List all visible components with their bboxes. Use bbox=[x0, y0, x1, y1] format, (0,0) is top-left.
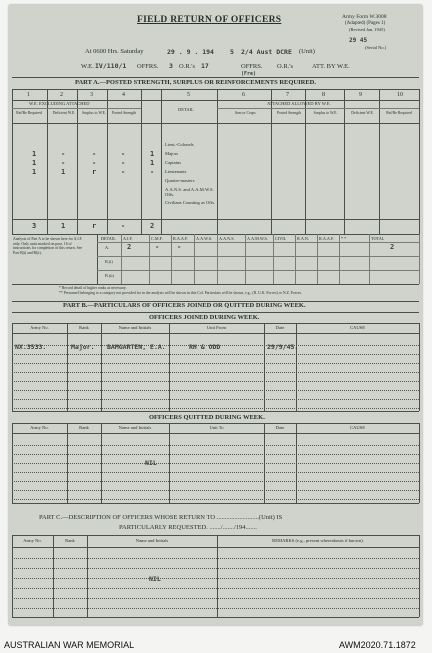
part-a-col-divider bbox=[379, 89, 380, 234]
table-column-heading: Rank bbox=[79, 325, 89, 330]
joined-title: OFFICERS JOINED DURING WEEK. bbox=[149, 314, 260, 321]
analysis-row-label: A. bbox=[105, 245, 110, 250]
analysis-column-heading: C.M.F. bbox=[151, 236, 163, 241]
return-year: 5 bbox=[230, 48, 234, 56]
offrs-label: OFFRS. bbox=[137, 63, 159, 70]
table-column-heading: Rank bbox=[79, 425, 89, 430]
table-rule bbox=[12, 445, 419, 446]
ors-value: 17 bbox=[201, 62, 209, 70]
part-a-col-divider bbox=[161, 89, 162, 234]
table-col-divider bbox=[419, 423, 420, 503]
column-number: 9 bbox=[359, 92, 362, 98]
total-count: 2 bbox=[150, 222, 155, 230]
we-label: W.E. bbox=[81, 63, 94, 70]
rank-count: 1 bbox=[32, 159, 37, 167]
table-column-heading: Name and Initials bbox=[135, 538, 169, 543]
att-ors-label: O.R.'s bbox=[277, 63, 293, 70]
group-heading-line bbox=[12, 108, 141, 109]
rank-label: Lieutenants bbox=[165, 169, 187, 174]
analysis-row-line bbox=[97, 256, 419, 257]
analysis-row-label: B.(ii) bbox=[105, 273, 114, 278]
total-count: 1 bbox=[61, 222, 66, 230]
divider bbox=[12, 423, 419, 424]
rank-count: - bbox=[61, 150, 66, 158]
divider bbox=[12, 234, 419, 235]
table-rule bbox=[12, 408, 419, 409]
analysis-row-label: B.(i) bbox=[105, 259, 113, 264]
table-column-heading: Army No. bbox=[30, 425, 49, 430]
table-column-heading: CAUSE bbox=[349, 325, 366, 330]
analysis-col-divider bbox=[419, 234, 420, 284]
table-column-heading: Unit To bbox=[209, 425, 224, 430]
we-value: IV/110/1 bbox=[95, 62, 127, 70]
rank-count: 1 bbox=[32, 168, 37, 176]
rank-label: Captains bbox=[165, 160, 182, 165]
table-col-divider bbox=[169, 323, 170, 411]
rank-label: Quarter-masters bbox=[165, 178, 195, 183]
note-personnel-category: ** Personnel belonging to a category not provided for in the analysis will be shown in this Col. Particulars will be shown, e.g., (R. U.K. Forces) or N.Z. Forces. bbox=[59, 291, 302, 295]
quitted-title: OFFICERS QUITTED DURING WEEK. bbox=[149, 414, 265, 421]
table-column-heading: Unit From bbox=[206, 325, 227, 330]
rank-count: - bbox=[121, 168, 126, 176]
revised-note: (Revised Jan. 1945) bbox=[349, 27, 385, 32]
analysis-value: - bbox=[177, 243, 182, 251]
analysis-instructions: Analysis of Part A to be shown here for A.I.F. only. Only units marked on para. 16 of instructions for completion of this return. See Part B(i) and B(ii). bbox=[13, 237, 83, 255]
totals-line bbox=[12, 219, 419, 220]
adapted-note: (Adapted) (Pages 1) bbox=[345, 21, 386, 26]
table-column-heading: Name and Initials bbox=[118, 325, 152, 330]
quitted-nil: NIL bbox=[145, 459, 157, 467]
divider bbox=[12, 284, 419, 285]
column-number: 5 bbox=[187, 92, 190, 98]
analysis-row-line bbox=[97, 242, 419, 243]
unit-name: 2/4 Aust DCRE bbox=[241, 48, 292, 56]
rank-label: Majors bbox=[165, 151, 179, 156]
rank-count: 1 bbox=[32, 150, 37, 158]
joined-unit-from: RH & ODD bbox=[189, 343, 221, 351]
analysis-column-heading: R.A.N. bbox=[297, 236, 309, 241]
analysis-column-heading: A.A.M.W.S. bbox=[247, 236, 268, 241]
column-number: 1 bbox=[27, 92, 30, 98]
analysis-column-heading: A.A.W.S. bbox=[196, 236, 213, 241]
detail-heading: DETAIL bbox=[178, 107, 194, 112]
joined-rank: Major. bbox=[71, 343, 95, 351]
part-c-title: PART C.—DESCRIPTION OF OFFICERS WHOSE RETURN TO ..........................(Unit) IS bbox=[39, 514, 283, 521]
table-rule bbox=[12, 381, 419, 382]
column-number: 2 bbox=[60, 92, 63, 98]
column-heading: Ref/Re Required bbox=[386, 111, 412, 115]
joined-name: BAMGARTEN, E.A. bbox=[107, 343, 166, 351]
att-offrs-label: OFFRS. bbox=[241, 63, 263, 70]
part-a-col-divider bbox=[271, 89, 272, 234]
table-rule bbox=[12, 472, 419, 473]
analysis-column-heading: TOTAL bbox=[371, 236, 385, 241]
column-heading: Posted Strength bbox=[112, 111, 136, 115]
part-a-col-divider bbox=[141, 89, 142, 234]
divider bbox=[12, 411, 419, 412]
return-date: 29 . 9 . 194 bbox=[167, 48, 214, 56]
table-rule bbox=[12, 372, 419, 373]
table-rule bbox=[12, 499, 419, 500]
rank-count: - bbox=[121, 150, 126, 158]
table-rule bbox=[12, 463, 419, 464]
table-column-heading: Rank bbox=[65, 538, 75, 543]
table-rule bbox=[12, 490, 419, 491]
joined-army-no: NX.3533. bbox=[15, 343, 47, 351]
analysis-column-heading: R.A.A.F. bbox=[319, 236, 335, 241]
analysis-detail-label: DETAIL bbox=[101, 236, 116, 241]
table-rule bbox=[12, 588, 419, 589]
rank-count: - bbox=[150, 168, 155, 176]
table-col-divider bbox=[419, 535, 420, 617]
table-col-divider bbox=[419, 323, 420, 411]
unit-label: (Unit) bbox=[299, 48, 315, 55]
column-heading: Surplus to W.E. bbox=[82, 111, 106, 115]
group-heading-attached: ATTACHED ALLOWED BY W.E. bbox=[267, 101, 331, 106]
note-higher-ranks: * Record detail of higher ranks as necessary. bbox=[59, 286, 127, 290]
part-a-col-divider bbox=[12, 89, 13, 234]
column-heading: Deficient W.E. bbox=[52, 111, 76, 115]
divider bbox=[12, 535, 419, 536]
rank-label: Lieut.-Colonels bbox=[165, 142, 194, 147]
table-rule bbox=[12, 608, 419, 609]
table-rule bbox=[12, 454, 419, 455]
group-heading-line bbox=[217, 108, 419, 109]
table-rule bbox=[12, 390, 419, 391]
table-column-heading: Name and Initials bbox=[118, 425, 152, 430]
table-column-heading: Army No. bbox=[23, 538, 42, 543]
divider bbox=[12, 77, 419, 78]
column-heading: Posted Strength bbox=[277, 111, 301, 115]
serial-no-label: (Serial No.) bbox=[365, 45, 387, 50]
table-rule bbox=[12, 481, 419, 482]
table-column-heading: Date bbox=[275, 425, 285, 430]
total-count: 3 bbox=[32, 222, 37, 230]
column-heading: Surplus to W.E. bbox=[313, 111, 338, 115]
column-heading: Ref/Re Required bbox=[16, 111, 42, 115]
rank-count: 1 bbox=[150, 159, 155, 167]
column-heading: Arm or Corps bbox=[234, 111, 256, 115]
column-number: 4 bbox=[122, 92, 125, 98]
column-number: 6 bbox=[242, 92, 245, 98]
analysis-value: 2 bbox=[127, 243, 132, 251]
analysis-value: 2 bbox=[390, 243, 395, 251]
footer-right: AWM2020.71.1872 bbox=[339, 640, 416, 650]
column-number: 10 bbox=[397, 92, 403, 98]
part-a-col-divider bbox=[344, 89, 345, 234]
table-rule bbox=[12, 558, 419, 559]
analysis-column-heading: CIVIL bbox=[275, 236, 287, 241]
army-form-number: Army Form W.3008 bbox=[342, 14, 387, 20]
footer-left: AUSTRALIAN WAR MEMORIAL bbox=[4, 640, 135, 650]
joined-date: 29/9/45. bbox=[267, 343, 299, 351]
column-number: 7 bbox=[286, 92, 289, 98]
table-header-line bbox=[12, 333, 419, 334]
att-by-we-label: ATT. BY W.E. bbox=[312, 63, 350, 70]
analysis-row-line bbox=[97, 270, 419, 271]
rank-label: Civilians Counting as Offs. bbox=[165, 200, 216, 205]
offrs-value: 3 bbox=[169, 62, 173, 70]
divider bbox=[12, 617, 419, 618]
table-col-divider bbox=[101, 323, 102, 411]
table-rule bbox=[12, 598, 419, 599]
rank-count: 1 bbox=[61, 168, 66, 176]
divider bbox=[12, 89, 419, 90]
serial-no-value: 29 45 bbox=[349, 37, 368, 44]
rank-label: A.A.N.S. and A.A.M.W.S. Offs. bbox=[165, 187, 214, 197]
column-number: 3 bbox=[90, 92, 93, 98]
table-rule bbox=[12, 354, 419, 355]
table-col-divider bbox=[12, 323, 13, 411]
table-col-divider bbox=[67, 323, 68, 411]
table-column-heading: REMARKS (e.g., present whereabouts if known). bbox=[272, 538, 364, 543]
part-a-col-divider bbox=[217, 89, 218, 234]
analysis-value: - bbox=[155, 243, 160, 251]
table-rule bbox=[12, 399, 419, 400]
table-column-heading: Army No. bbox=[30, 325, 49, 330]
part-a-col-divider bbox=[47, 89, 48, 234]
analysis-column-heading: * * bbox=[341, 236, 347, 241]
table-header-line bbox=[12, 433, 419, 434]
column-heading: Deficient W.E. bbox=[351, 111, 374, 115]
field-return-form bbox=[9, 5, 422, 625]
group-heading-we: W.E. EXCLUDING ATTACHED bbox=[29, 101, 90, 106]
fre-note: (Fre) bbox=[241, 71, 257, 77]
table-col-divider bbox=[264, 323, 265, 411]
total-count: - bbox=[121, 222, 126, 230]
total-count: r bbox=[92, 222, 97, 230]
table-rule bbox=[12, 363, 419, 364]
table-column-heading: Date bbox=[275, 325, 285, 330]
divider bbox=[12, 312, 419, 313]
table-header-line bbox=[12, 547, 419, 548]
rank-count: - bbox=[92, 150, 97, 158]
table-rule bbox=[12, 578, 419, 579]
analysis-column-heading: R.A.A.F. bbox=[173, 236, 189, 241]
part-a-col-divider bbox=[419, 89, 420, 234]
table-rule bbox=[12, 568, 419, 569]
rank-count: r bbox=[92, 168, 97, 176]
part-c-requested: PARTICULARLY REQUESTED. ......./......./194....... bbox=[119, 524, 257, 531]
part-b-title: PART B.—PARTICULARS OF OFFICERS JOINED OR QUITTED DURING WEEK. bbox=[63, 302, 306, 309]
part-c-nil: NIL bbox=[149, 575, 161, 583]
part-a-title: PART A.—POSTED STRENGTH, SURPLUS OR REINFORCEMENTS REQUIRED. bbox=[75, 79, 316, 86]
return-time-line: At 0600 Hrs. Saturday bbox=[85, 48, 144, 55]
column-number: 8 bbox=[322, 92, 325, 98]
rank-count: - bbox=[121, 159, 126, 167]
divider bbox=[12, 323, 419, 324]
rank-count: - bbox=[92, 159, 97, 167]
divider bbox=[12, 503, 419, 504]
ors-label: O.R.'s bbox=[179, 63, 195, 70]
table-col-divider bbox=[296, 323, 297, 411]
rank-count: 1 bbox=[150, 150, 155, 158]
divider bbox=[12, 123, 419, 124]
analysis-column-heading: A.A.N.S. bbox=[219, 236, 235, 241]
rank-count: - bbox=[61, 159, 66, 167]
form-title: FIELD RETURN OF OFFICERS bbox=[137, 15, 282, 25]
analysis-column-heading: A.I.F. bbox=[123, 236, 133, 241]
part-a-col-divider bbox=[305, 89, 306, 234]
table-column-heading: CAUSE bbox=[349, 425, 366, 430]
